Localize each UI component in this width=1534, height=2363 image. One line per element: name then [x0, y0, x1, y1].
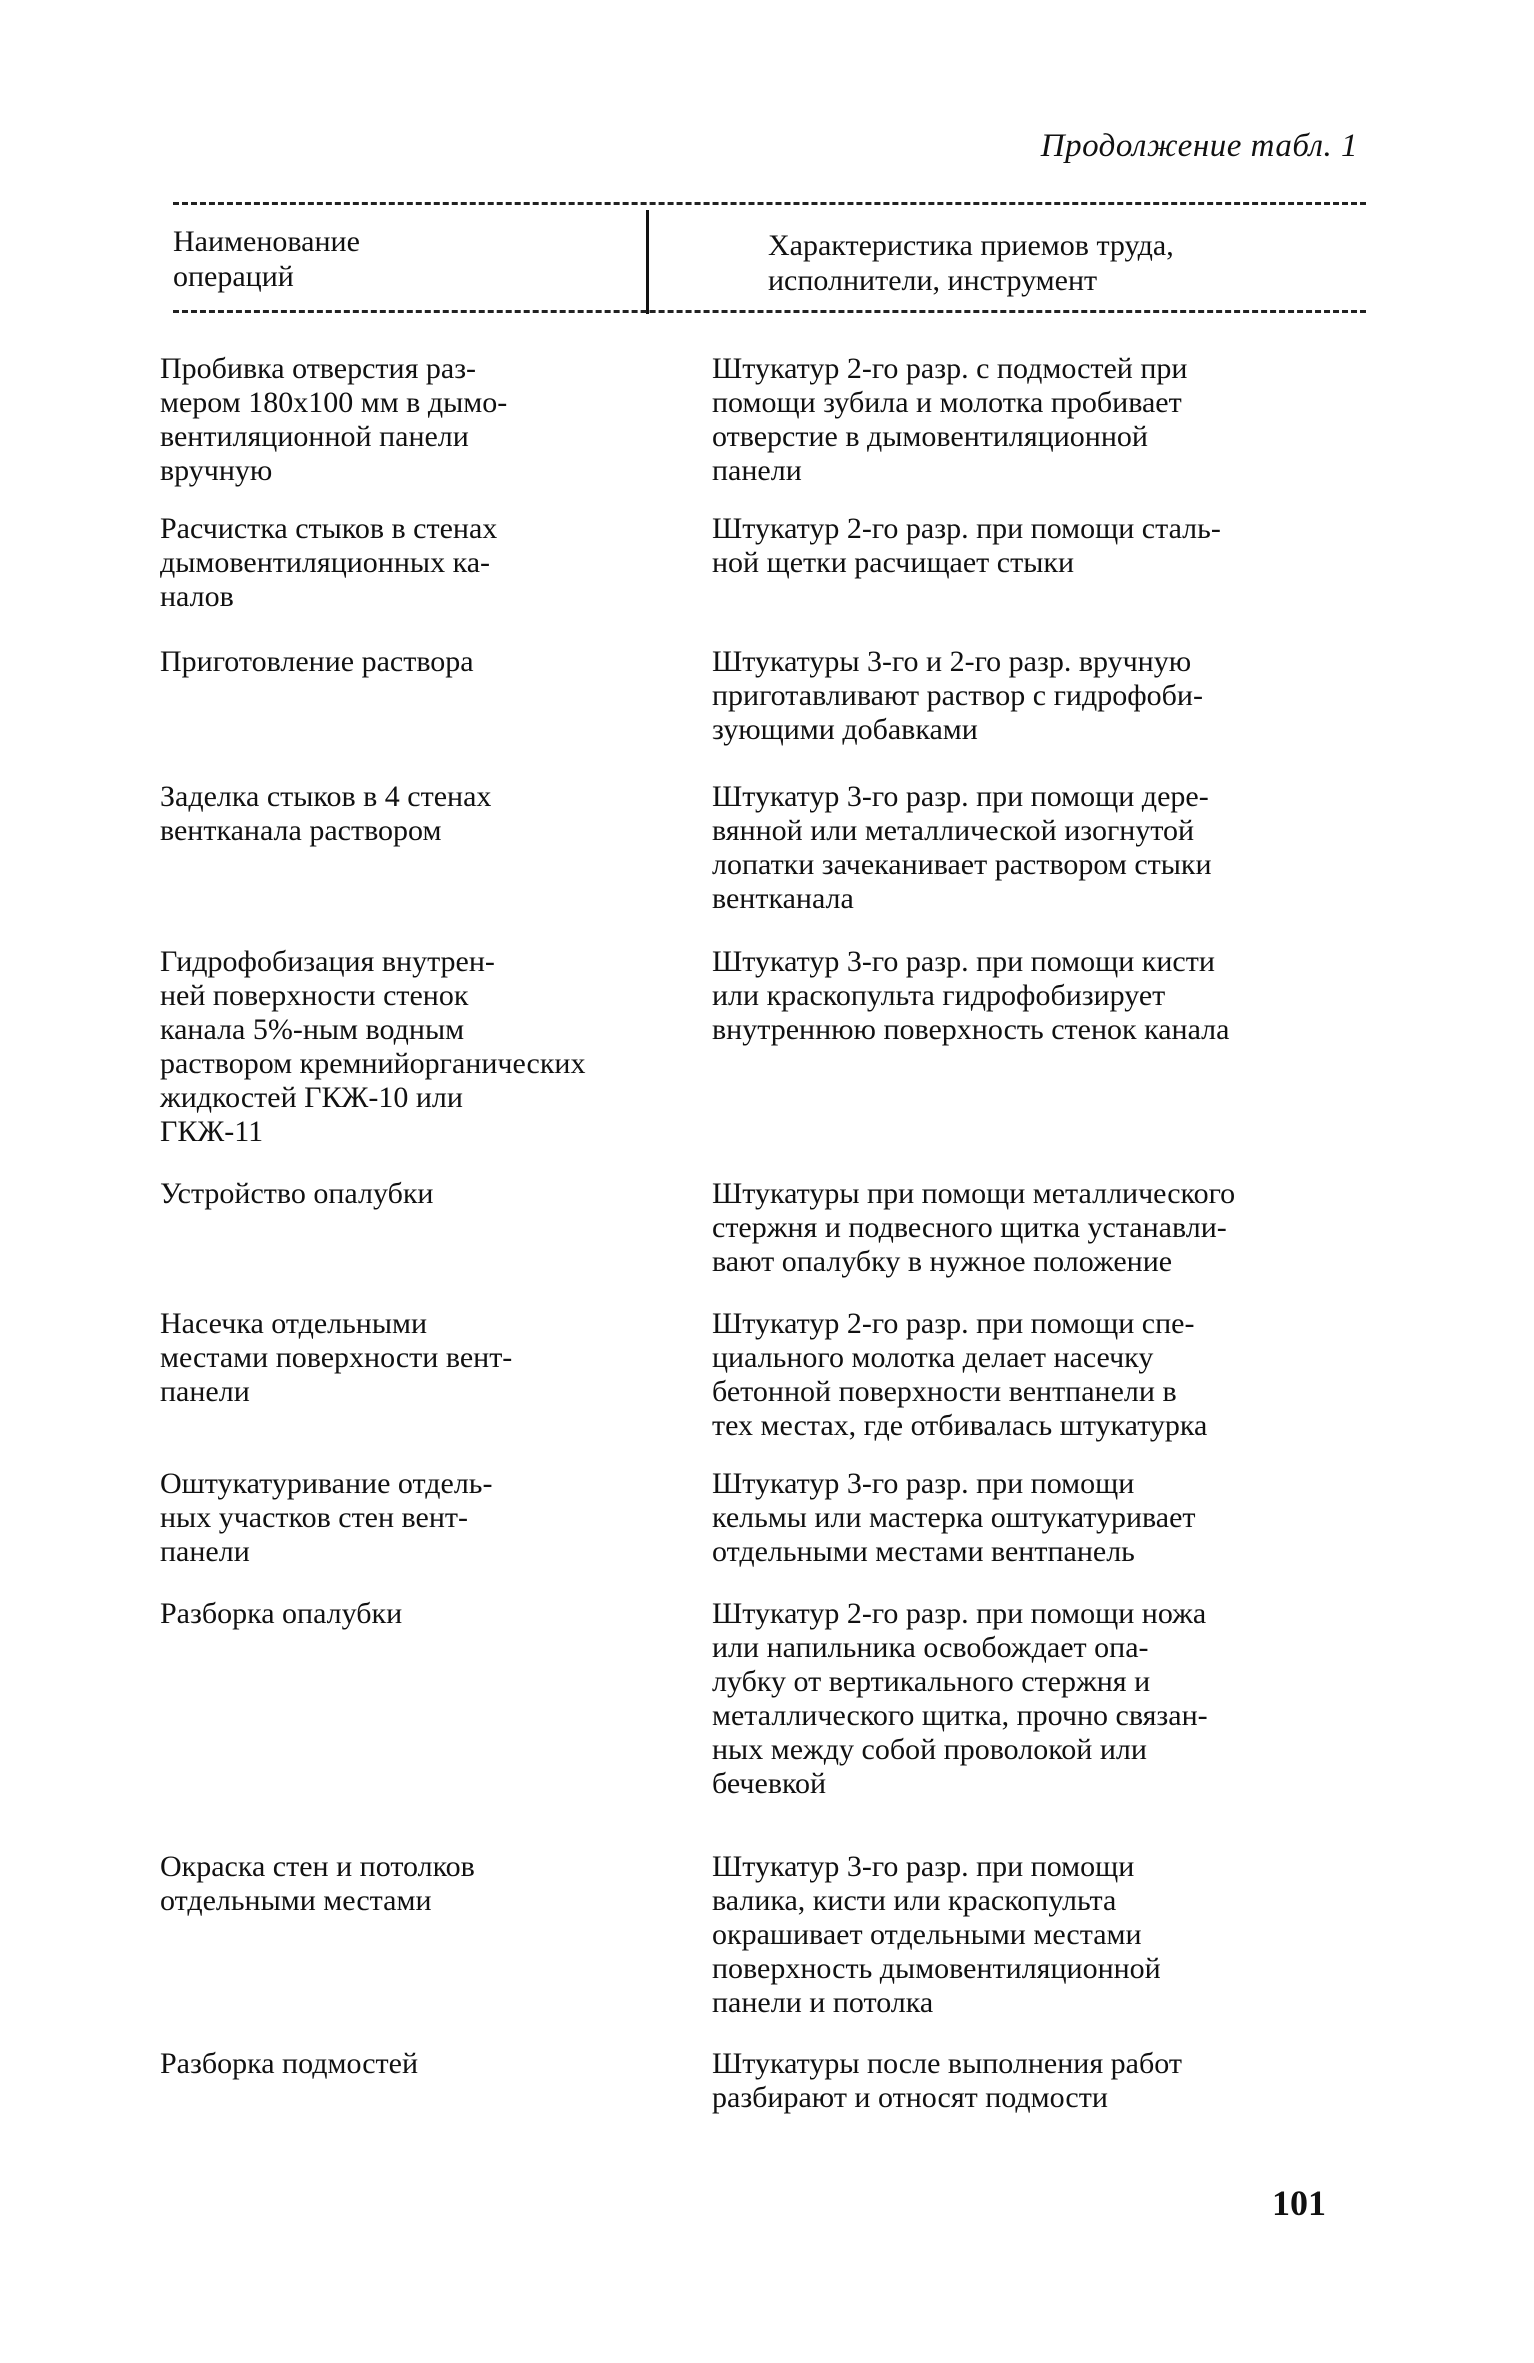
- description-cell: Штукатур 3-го разр. при помощи кельмы или мастерка оштукатуривает отдельными местами вентпанель: [712, 1467, 1196, 1568]
- operation-cell: Заделка стыков в 4 стенах вентканала раствором: [160, 780, 492, 847]
- description-cell: Штукатур 3-го разр. при помощи валика, кисти или краскопульта окрашивает отдельными местами поверхность дымовентиляционной панели и потолка: [712, 1850, 1161, 2019]
- operation-cell: Расчистка стыков в стенах дымовентиляционных ка- налов: [160, 512, 498, 613]
- description-cell: Штукатур 2-го разр. при помощи спе- циального молотка делает насечку бетонной поверхности вентпанели в тех местах, где отбивалась штукатурка: [712, 1307, 1208, 1442]
- description-cell: Штукатур 3-го разр. при помощи кисти или краскопульта гидрофобизирует внутреннюю поверхность стенок канала: [712, 945, 1230, 1046]
- operation-cell: Разборка подмостей: [160, 2047, 419, 2080]
- operation-cell: Окраска стен и потолков отдельными местами: [160, 1850, 475, 1917]
- description-cell: Штукатур 2-го разр. при помощи сталь- ной щетки расчищает стыки: [712, 512, 1221, 579]
- operation-cell: Разборка опалубки: [160, 1597, 403, 1630]
- header-operation: Наименование операций: [173, 225, 360, 293]
- header-top-rule: [173, 202, 1366, 205]
- description-cell: Штукатур 2-го разр. при помощи ножа или напильника освобождает опа- лубку от вертикального стержня и металлического щитка, прочно связан- ных между собой проволокой или бечевкой: [712, 1597, 1208, 1800]
- operation-cell: Гидрофобизация внутрен- ней поверхности стенок канала 5%-ным водным раствором кремнийорганических жидкостей ГКЖ-10 или ГКЖ-11: [160, 945, 586, 1148]
- description-cell: Штукатур 2-го разр. с подмостей при помощи зубила и молотка пробивает отверстие в дымовентиляционной панели: [712, 352, 1188, 487]
- header-column-divider: [646, 210, 649, 314]
- description-cell: Штукатуры 3-го и 2-го разр. вручную приготавливают раствор с гидрофоби- зующими добавками: [712, 645, 1203, 746]
- operation-cell: Пробивка отверстия раз- мером 180х100 мм в дымо- вентиляционной панели вручную: [160, 352, 508, 487]
- description-cell: Штукатуры после выполнения работ разбирают и относят подмости: [712, 2047, 1182, 2114]
- operation-cell: Приготовление раствора: [160, 645, 474, 678]
- operation-cell: Устройство опалубки: [160, 1177, 434, 1210]
- header-bottom-rule: [173, 310, 1366, 313]
- table-continuation-caption: Продолжение табл. 1: [1040, 128, 1358, 164]
- operation-cell: Оштукатуривание отдель- ных участков стен вент- панели: [160, 1467, 493, 1568]
- table-header: [173, 202, 1366, 315]
- description-cell: Штукатуры при помощи металлического стержня и подвесного щитка устанавли- вают опалубку в нужное положение: [712, 1177, 1236, 1278]
- header-description: Характеристика приемов труда, исполнители, инструмент: [768, 229, 1174, 297]
- description-cell: Штукатур 3-го разр. при помощи дере- вянной или металлической изогнутой лопатки зачеканивает раствором стыки вентканала: [712, 780, 1212, 915]
- operation-cell: Насечка отдельными местами поверхности вент- панели: [160, 1307, 513, 1408]
- page-number: 101: [1272, 2183, 1326, 2223]
